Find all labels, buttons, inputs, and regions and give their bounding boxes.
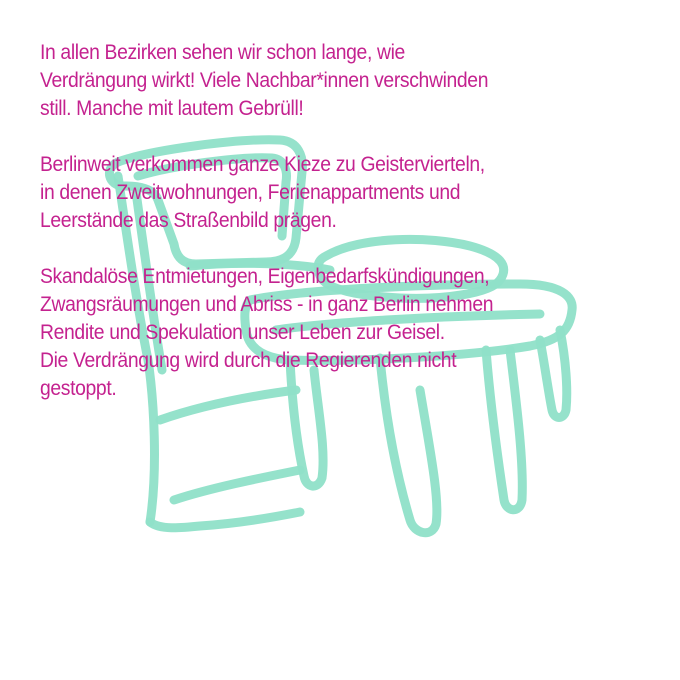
text-line: in denen Zweitwohnungen, Ferienappartments und — [40, 180, 461, 204]
text-line: Leerstände das Straßenbild prägen. — [40, 208, 337, 232]
text-line: gestoppt. — [40, 376, 117, 400]
text-line: Berlinweit verkommen ganze Kieze zu Geistervierteln, — [40, 152, 485, 176]
text-line: still. Manche mit lautem Gebrüll! — [40, 96, 304, 120]
paragraph-1 — [40, 38, 598, 122]
text-line: Die Verdrängung wird durch die Regierenden nicht — [40, 348, 457, 372]
text-line: In allen Bezirken sehen wir schon lange, wie — [40, 40, 405, 64]
text-line: Zwangsräumungen und Abriss - in ganz Berlin nehmen — [40, 292, 494, 316]
body-text — [40, 38, 598, 402]
paragraph-2 — [40, 150, 598, 234]
paragraph-3 — [40, 262, 598, 402]
text-line: Skandalöse Entmietungen, Eigenbedarfskündigungen, — [40, 264, 490, 288]
text-line: Verdrängung wirkt! Viele Nachbar*innen verschwinden — [40, 68, 489, 92]
text-line: Rendite und Spekulation unser Leben zur Geisel. — [40, 320, 445, 344]
